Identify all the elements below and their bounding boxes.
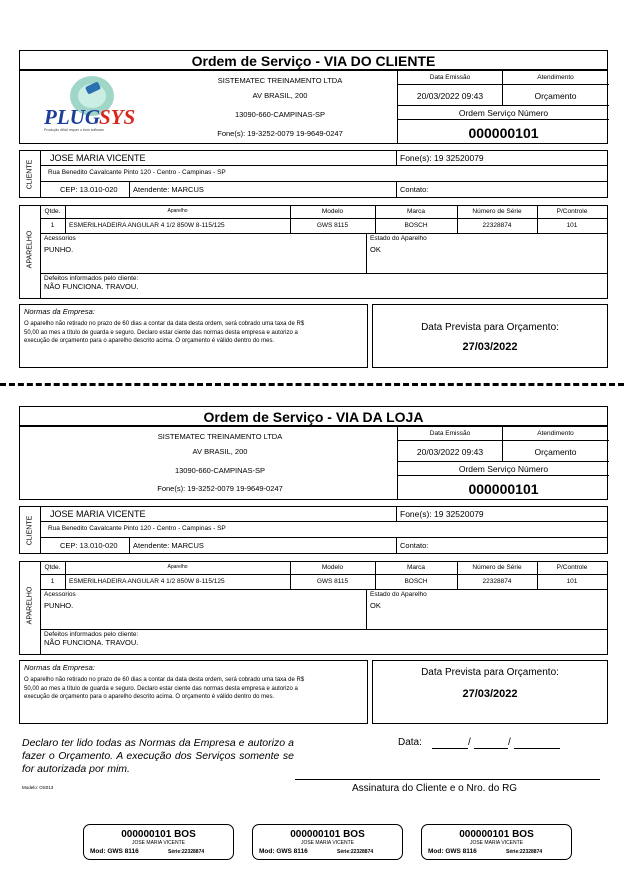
- normas-text: O aparelho não retirado no prazo de 60 dias a contar da data desta ordem, será cobrado uma taxa de R$ 50,00 ao mes a título de guarda e seguro. Declaro estar ciente das normas desta empresa e autorizo a execução de orçamento para o aparelho descrito acima. O orçamento é válido dentro do mes.: [24, 677, 305, 700]
- col-controle: P/Controle: [556, 564, 588, 571]
- company-phones: Fone(s): 19-3252-0079 19-9649-0247: [217, 129, 343, 138]
- ticket-number: 000000101 BOS: [459, 829, 534, 840]
- col-aparelho: Aparelho: [167, 564, 188, 570]
- ticket-model: Mod: GWS 8116: [428, 848, 477, 855]
- ticket-number: 000000101 BOS: [290, 829, 365, 840]
- previsao-date: 27/03/2022: [462, 341, 518, 353]
- ticket-stub: [83, 824, 234, 860]
- ticket-number: 000000101 BOS: [121, 829, 196, 840]
- col-serie: Número de Série: [472, 564, 522, 571]
- col-aparelho: Aparelho: [167, 208, 188, 214]
- row-marca: BOSCH: [404, 222, 428, 229]
- atendimento-value: Orçamento: [534, 91, 577, 101]
- row-modelo: GWS 8115: [316, 222, 349, 229]
- signature-line[interactable]: [295, 779, 600, 780]
- col-serie: Número de Série: [472, 208, 522, 215]
- col-modelo: Modelo: [321, 564, 344, 571]
- cliente-cep: CEP: 13.010-020: [60, 185, 118, 194]
- cut-line: [0, 383, 624, 386]
- row-serie: 22328874: [482, 578, 512, 585]
- ticket-serial: Série:22328874: [168, 849, 205, 855]
- header-block: [397, 426, 608, 500]
- data-label: Data:: [398, 737, 422, 748]
- cliente-contato: Contato:: [400, 185, 429, 194]
- previsao-box: [372, 304, 608, 368]
- company-city: 13090-660-CAMPINAS-SP: [234, 110, 326, 119]
- acessorios-value: PUNHO.: [44, 601, 74, 610]
- cliente-section-label: CLIENTE: [26, 515, 34, 546]
- estado-value: OK: [370, 601, 381, 610]
- company-logo: [42, 74, 152, 142]
- logo-tagline: Produção difícil requer o bom software: [44, 128, 104, 132]
- row-modelo: GWS 8115: [316, 578, 349, 585]
- cliente-address: Rua Benedito Cavalcante Pinto 120 - Centro - Campinas - SP: [48, 169, 226, 176]
- defeitos-label: Defeitos informados pelo cliente:: [44, 631, 139, 638]
- via-title-box: [19, 50, 608, 70]
- acessorios-label: Acessorios: [44, 235, 76, 242]
- col-controle: P/Controle: [556, 208, 588, 215]
- os-number: 000000101: [468, 125, 539, 141]
- acessorios-value: PUNHO.: [44, 245, 74, 254]
- estado-value: OK: [370, 245, 381, 254]
- company-name: SISTEMATEC TREINAMENTO LTDA: [157, 432, 283, 441]
- ticket-stub: [252, 824, 403, 860]
- normas-box: [19, 304, 368, 368]
- date-blank-field[interactable]: / /: [432, 738, 562, 750]
- cliente-section-label: CLIENTE: [26, 159, 34, 190]
- cliente-name: JOSE MARIA VICENTE: [50, 509, 146, 519]
- estado-label: Estado do Aparelho: [370, 235, 427, 242]
- col-qtde: Qtde.: [44, 564, 61, 571]
- previsao-date: 27/03/2022: [462, 688, 518, 700]
- cliente-contato: Contato:: [400, 541, 429, 550]
- emissao-label: Data Emissão: [429, 430, 471, 437]
- row-controle: 101: [566, 578, 578, 585]
- defeitos-value: NÃO FUNCIONA. TRAVOU.: [44, 638, 139, 647]
- cliente-address: Rua Benedito Cavalcante Pinto 120 - Centro - Campinas - SP: [48, 525, 226, 532]
- defeitos-value: NÃO FUNCIONA. TRAVOU.: [44, 282, 139, 291]
- ticket-serial: Série:22328874: [337, 849, 374, 855]
- previsao-box: [372, 660, 608, 724]
- previsao-label: Data Prevista para Orçamento:: [421, 322, 559, 333]
- normas-text: O aparelho não retirado no prazo de 60 dias a contar da data desta ordem, será cobrado uma taxa de R$ 50,00 ao mes a título de guarda e seguro. Declaro estar ciente das normas desta empresa e autorizo a execução de orçamento para o aparelho descrito acima. O orçamento é válido dentro do mes.: [24, 321, 305, 344]
- defeitos-label: Defeitos informados pelo cliente:: [44, 275, 139, 282]
- col-qtde: Qtde.: [44, 208, 61, 215]
- cliente-box: [19, 150, 608, 198]
- cliente-atendente: Atendente: MARCUS: [133, 185, 204, 194]
- atendimento-label: Atendimento: [537, 430, 574, 437]
- cliente-phone: Fone(s): 19 32520079: [400, 509, 484, 519]
- via-title-box: [19, 406, 608, 426]
- declaro-text: Declaro ter lido todas as Normas da Empresa e autorizo a fazer o Orçamento. A execução dos Serviços somente se for autorizada por mim.: [22, 737, 294, 775]
- ticket-model: Mod: GWS 8116: [259, 848, 308, 855]
- ticket-client: JOSE MARIA VICENTE: [131, 840, 186, 846]
- previsao-label: Data Prevista para Orçamento:: [421, 667, 559, 678]
- cliente-name: JOSE MARIA VICENTE: [50, 153, 146, 163]
- acessorios-label: Acessorios: [44, 591, 76, 598]
- via-title: Ordem de Serviço - VIA DO CLIENTE: [191, 53, 436, 69]
- emissao-value: 20/03/2022 09:43: [416, 91, 484, 101]
- aparelho-box: [19, 561, 608, 655]
- svg-text:PLUG: PLUG: [44, 105, 100, 129]
- col-marca: Marca: [406, 564, 426, 571]
- row-controle: 101: [566, 222, 578, 229]
- svg-text:SYS: SYS: [99, 105, 136, 129]
- cliente-cep: CEP: 13.010-020: [60, 541, 118, 550]
- normas-label: Normas da Empresa:: [24, 307, 95, 316]
- row-serie: 22328874: [482, 222, 512, 229]
- atendimento-label: Atendimento: [537, 74, 574, 81]
- row-qtde: 1: [50, 578, 55, 585]
- assinatura-label: Assinatura do Cliente e o Nro. do RG: [352, 783, 518, 794]
- row-qtde: 1: [50, 222, 55, 229]
- os-label: Ordem Serviço Número: [458, 464, 549, 474]
- row-aparelho: ESMERILHADEIRA ANGULAR 4 1/2 850W 8-115/125: [69, 578, 225, 585]
- row-marca: BOSCH: [404, 578, 428, 585]
- ticket-stub: [421, 824, 572, 860]
- ticket-client: JOSE MARIA VICENTE: [300, 840, 355, 846]
- cliente-box: [19, 506, 608, 554]
- company-name: SISTEMATEC TREINAMENTO LTDA: [217, 76, 343, 85]
- atendimento-value: Orçamento: [534, 447, 577, 457]
- aparelho-section-label: APARELHO: [26, 230, 34, 269]
- normas-label: Normas da Empresa:: [24, 663, 95, 672]
- os-number: 000000101: [468, 481, 539, 497]
- cliente-atendente: Atendente: MARCUS: [133, 541, 204, 550]
- company-city: 13090-660-CAMPINAS-SP: [174, 466, 266, 475]
- company-address: AV BRASIL, 200: [252, 91, 308, 100]
- normas-box: [19, 660, 368, 724]
- via-title: Ordem de Serviço - VIA DA LOJA: [203, 409, 424, 425]
- ticket-model: Mod: GWS 8116: [90, 848, 139, 855]
- aparelho-section-label: APARELHO: [26, 586, 34, 625]
- col-modelo: Modelo: [321, 208, 344, 215]
- row-aparelho: ESMERILHADEIRA ANGULAR 4 1/2 850W 8-115/125: [69, 222, 225, 229]
- ticket-serial: Série:22328874: [506, 849, 543, 855]
- cliente-phone: Fone(s): 19 32520079: [400, 153, 484, 163]
- col-marca: Marca: [406, 208, 426, 215]
- emissao-value: 20/03/2022 09:43: [416, 447, 484, 457]
- os-label: Ordem Serviço Número: [458, 108, 549, 118]
- emissao-label: Data Emissão: [429, 74, 471, 81]
- estado-label: Estado do Aparelho: [370, 591, 427, 598]
- company-phones: Fone(s): 19-3252-0079 19-9649-0247: [157, 484, 283, 493]
- model-code: Modelo: OS013: [22, 785, 54, 790]
- aparelho-box: [19, 205, 608, 299]
- header-block: [397, 70, 608, 144]
- company-address: AV BRASIL, 200: [192, 447, 248, 456]
- ticket-client: JOSE MARIA VICENTE: [469, 840, 524, 846]
